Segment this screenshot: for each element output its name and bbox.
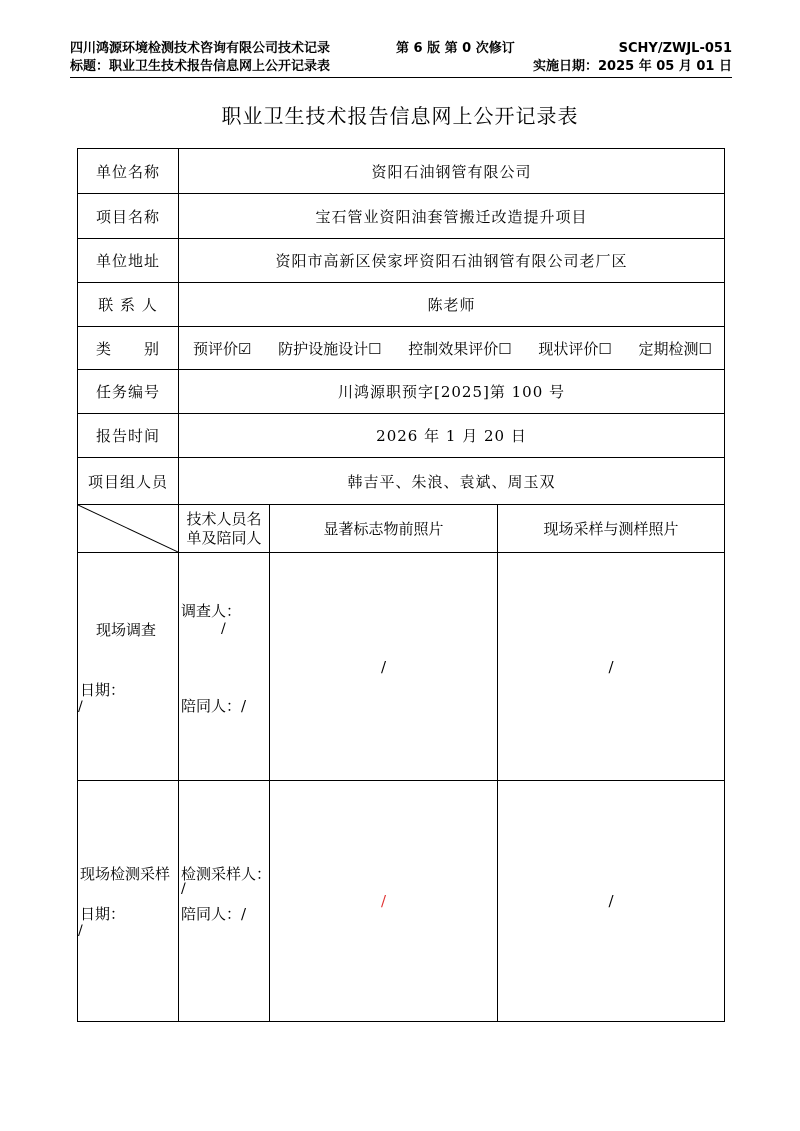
survey-label-cell xyxy=(78,553,179,781)
doc-code: SCHY/ZWJL-051 xyxy=(618,41,732,56)
survey-date-label: 日期： xyxy=(80,681,126,699)
row-task-no xyxy=(78,370,725,414)
survey-label: 现场调查 xyxy=(96,621,157,639)
header-line-1 xyxy=(70,40,732,58)
project-name-label: 项目名称 xyxy=(78,194,179,239)
record-table xyxy=(77,148,725,1022)
sampling-label: 现场检测采样 xyxy=(80,865,171,883)
sampling-date-label: 日期： xyxy=(80,905,126,923)
diagonal-line xyxy=(78,505,178,552)
category-status-assessment: 现状评价☐ xyxy=(538,339,612,358)
survey-landmark-photo: / xyxy=(270,553,498,781)
team-label: 项目组人员 xyxy=(78,458,179,505)
investigator-label: 调查人： xyxy=(181,602,242,620)
unit-name-value: 资阳石油钢管有限公司 xyxy=(179,149,725,194)
survey-companion: 陪同人：/ xyxy=(181,697,247,715)
row-project-name xyxy=(78,194,725,239)
report-time-value: 2026 年 1 月 20 日 xyxy=(179,414,725,458)
row-sampling xyxy=(78,781,725,1022)
subject: 标题：职业卫生技术报告信息网上公开记录表 xyxy=(70,59,331,74)
investigator-value: / xyxy=(221,621,226,637)
row-address xyxy=(78,239,725,283)
col-staff-line1: 技术人员名 xyxy=(186,509,262,528)
survey-date-value: / xyxy=(78,699,83,715)
diagonal-header-cell xyxy=(78,505,179,553)
sampling-staff-cell xyxy=(179,781,270,1022)
col-staff-line2: 单及陪同人 xyxy=(186,528,262,547)
address-value: 资阳市高新区侯家坪资阳石油钢管有限公司老厂区 xyxy=(179,239,725,283)
report-time-label: 报告时间 xyxy=(78,414,179,458)
category-periodic-testing: 定期检测☐ xyxy=(638,339,712,358)
row-team xyxy=(78,458,725,505)
category-options xyxy=(179,327,725,370)
row-report-time xyxy=(78,414,725,458)
category-pre-assessment: 预评价☑ xyxy=(193,339,252,358)
company-record: 四川鸿源环境检测技术咨询有限公司技术记录 xyxy=(70,41,331,56)
row-photo-header xyxy=(78,505,725,553)
version: 第 6 版 第 0 次修订 xyxy=(396,41,515,56)
col-landmark-header: 显著标志物前照片 xyxy=(270,505,498,553)
page-title: 职业卫生技术报告信息网上公开记录表 xyxy=(221,104,579,128)
sampling-date-value: / xyxy=(78,923,83,939)
sampling-label-cell xyxy=(78,781,179,1022)
sampling-companion: 陪同人：/ xyxy=(181,905,247,923)
row-survey xyxy=(78,553,725,781)
sampling-sampling-photo: / xyxy=(498,781,725,1022)
sampling-landmark-photo: / xyxy=(270,781,498,1022)
team-value: 韩吉平、朱浪、袁斌、周玉双 xyxy=(179,458,725,505)
address-label: 单位地址 xyxy=(78,239,179,283)
col-sampling-header: 现场采样与测样照片 xyxy=(498,505,725,553)
sampler-label: 检测采样人： xyxy=(181,865,272,883)
survey-sampling-photo: / xyxy=(498,553,725,781)
row-unit-name xyxy=(78,149,725,194)
contact-value: 陈老师 xyxy=(179,283,725,327)
unit-name-label: 单位名称 xyxy=(78,149,179,194)
category-label: 类 别 xyxy=(78,327,179,370)
effective-date: 实施日期：2025 年 05 月 01 日 xyxy=(533,59,732,74)
task-no-label: 任务编号 xyxy=(78,370,179,414)
header-line-2 xyxy=(70,58,732,78)
col-staff-header xyxy=(179,505,270,553)
contact-label: 联 系 人 xyxy=(78,283,179,327)
survey-staff-cell xyxy=(179,553,270,781)
category-control-effect: 控制效果评价☐ xyxy=(408,339,512,358)
task-no-value: 川鸿源职预字[2025]第 100 号 xyxy=(179,370,725,414)
row-contact xyxy=(78,283,725,327)
category-protection-design: 防护设施设计☐ xyxy=(278,339,382,358)
sampler-value: / xyxy=(181,881,186,897)
row-category xyxy=(78,327,725,370)
project-name-value: 宝石管业资阳油套管搬迁改造提升项目 xyxy=(179,194,725,239)
